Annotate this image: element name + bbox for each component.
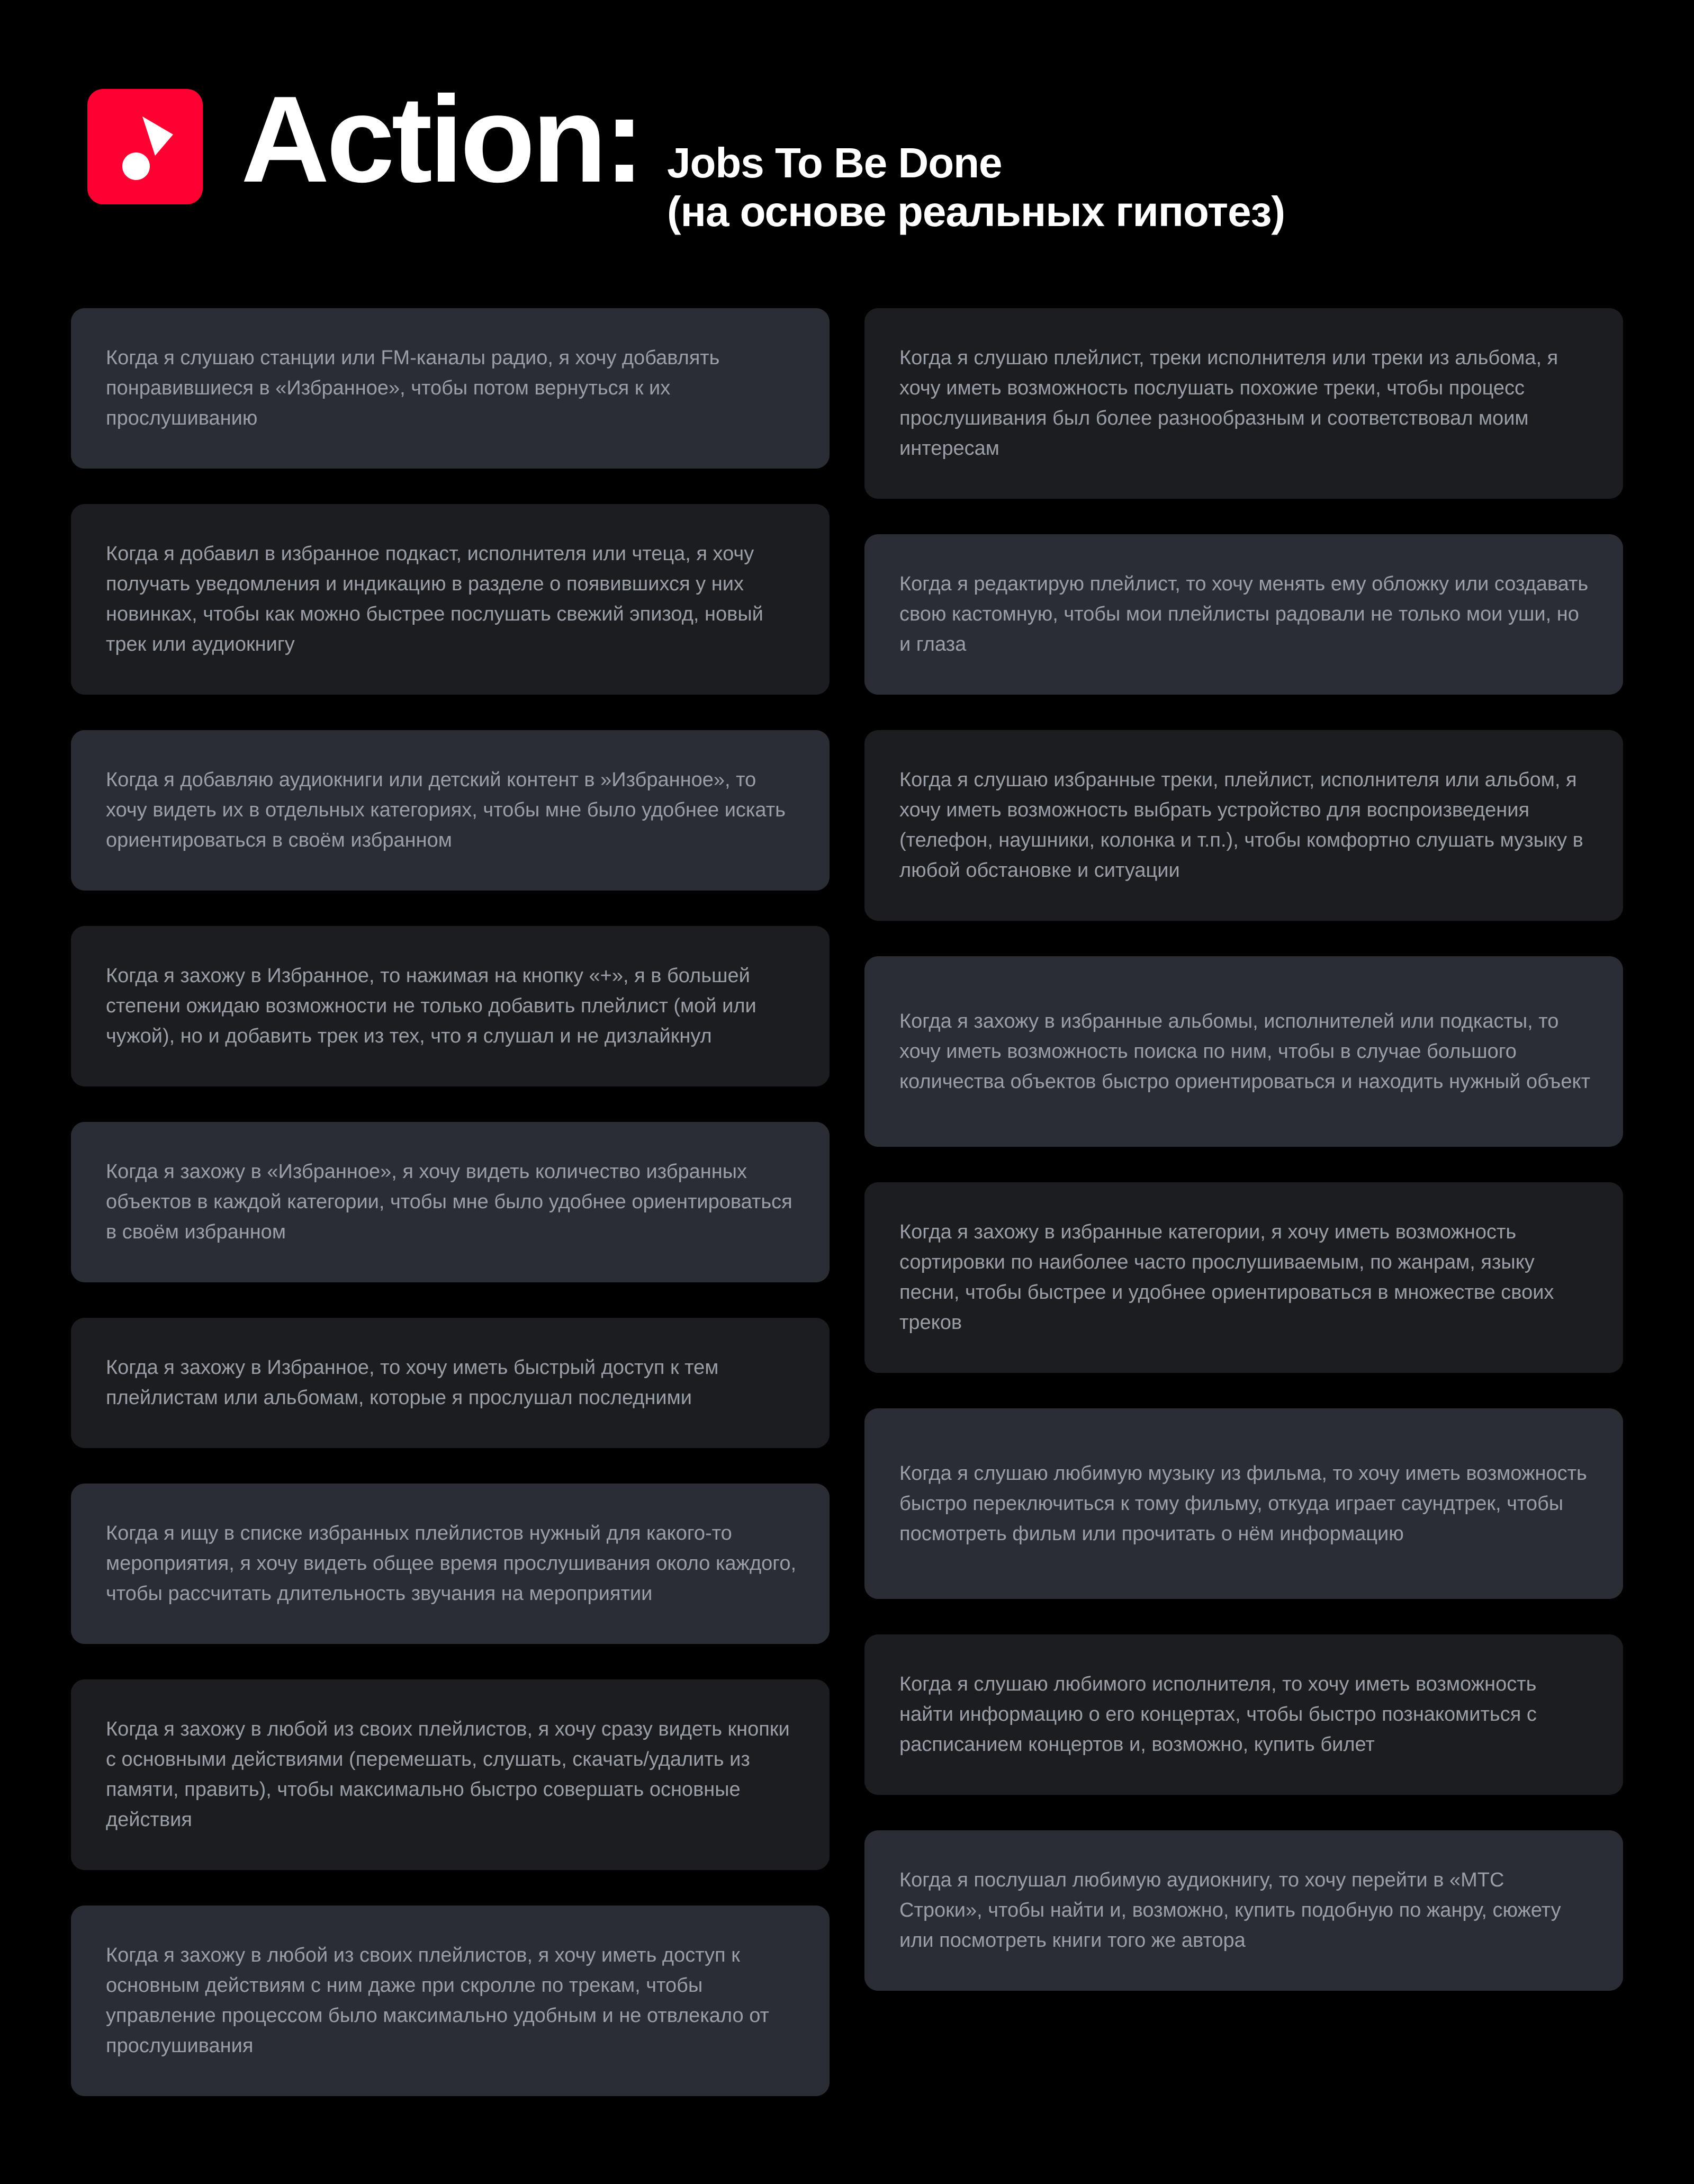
jtbd-card	[864, 1634, 1623, 1795]
jtbd-card-text: Когда я ищу в списке избранных плейлистов нужный для какого-то мероприятия, я хочу видеть общее время прослушивания около каждого, чтобы рассчитать длительность звучания на мероприятии	[106, 1522, 797, 1605]
jtbd-card-text: Когда я захожу в Избранное, то нажимая на кнопку «+», я в большей степени ожидаю возможности не только добавить плейлист (мой или чужой), но и добавить трек из тех, что я слушал и не дизлайкнул	[106, 965, 756, 1047]
jtbd-card-text: Когда я захожу в Избранное, то хочу иметь быстрый доступ к тем плейлистам или альбомам, которые я прослушал последними	[106, 1356, 719, 1409]
jtbd-card-text: Когда я слушаю плейлист, треки исполнителя или треки из альбома, я хочу иметь возможность послушать похожие треки, чтобы процесс прослушивания был более разнообразным и соответствовал моим интересам	[899, 347, 1558, 460]
jtbd-card	[864, 956, 1623, 1147]
app-logo	[87, 89, 203, 204]
jtbd-card	[864, 1830, 1623, 1991]
jtbd-card-text: Когда я редактирую плейлист, то хочу менять ему обложку или создавать свою кастомную, чтобы мои плейлисты радовали не только мои уши, но и глаза	[899, 573, 1589, 655]
music-note-logo-icon	[87, 89, 203, 204]
jtbd-card-text: Когда я слушаю избранные треки, плейлист, исполнителя или альбом, я хочу иметь возможность выбрать устройство для воспроизведения (телефон, наушники, колонка и т.п.), чтобы комфортно слушать музыку в любой обстановке и ситуации	[899, 769, 1583, 882]
jtbd-card-text: Когда я добавил в избранное подкаст, исполнителя или чтеца, я хочу получать уведомления и индикацию в разделе о появившихся у них новинках, чтобы как можно быстрее послушать свежий эпизод, новый трек или аудиокнигу	[106, 543, 763, 655]
jtbd-card-text: Когда я послушал любимую аудиокнигу, то хочу перейти в «МТС Строки», чтобы найти и, возможно, купить подобную по жанру, сюжету или посмотреть книги того же автора	[899, 1869, 1561, 1952]
jtbd-card	[864, 1182, 1623, 1373]
page-title: Action:	[241, 71, 642, 208]
subtitle-line-1: Jobs To Be Done	[667, 139, 1002, 186]
subtitle-line-2: (на основе реальных гипотез)	[667, 188, 1285, 235]
jtbd-card	[71, 1484, 830, 1644]
jtbd-card-text: Когда я захожу в любой из своих плейлистов, я хочу иметь доступ к основным действиям с ним даже при скролле по трекам, чтобы управление процессом было максимально удобным и не отвлекало от прослушивания	[106, 1944, 769, 2057]
jtbd-card-text: Когда я захожу в избранные категории, я хочу иметь возможность сортировки по наиболее часто прослушиваемым, по жанрам, языку песни, чтобы быстрее и удобнее ориентироваться в множестве своих треков	[899, 1221, 1554, 1334]
jtbd-card	[71, 1679, 830, 1870]
jtbd-card-text: Когда я захожу в «Избранное», я хочу видеть количество избранных объектов в каждой категории, чтобы мне было удобнее ориентироваться в своём избранном	[106, 1161, 792, 1243]
jtbd-card-text: Когда я захожу в избранные альбомы, исполнителей или подкасты, то хочу иметь возможность поиска по ним, чтобы в случае большого количества объектов быстро ориентироваться и находить нужный объект	[899, 1010, 1591, 1093]
jtbd-card	[71, 926, 830, 1086]
jtbd-card	[864, 1408, 1623, 1599]
jtbd-card-text: Когда я добавляю аудиокниги или детский контент в »Избранное», то хочу видеть их в отдельных категориях, чтобы мне было удобнее искать ориентироваться в своём избранном	[106, 769, 786, 851]
jtbd-card-text: Когда я слушаю любимую музыку из фильма, то хочу иметь возможность быстро переключиться к тому фильму, откуда играет саундтрек, чтобы посмотреть фильм или прочитать о нём информацию	[899, 1462, 1587, 1545]
jtbd-card	[71, 1122, 830, 1282]
page-subtitle	[667, 139, 1285, 236]
jtbd-card	[864, 308, 1623, 499]
jtbd-card	[71, 1906, 830, 2096]
jtbd-card-text: Когда я слушаю любимого исполнителя, то хочу иметь возможность найти информацию о его концертах, чтобы быстро познакомиться с расписанием концертов и, возможно, купить билет	[899, 1673, 1537, 1756]
jtbd-card	[71, 504, 830, 695]
jtbd-card	[71, 1318, 830, 1448]
jtbd-card-text: Когда я захожу в любой из своих плейлистов, я хочу сразу видеть кнопки с основными действиями (перемешать, слушать, скачать/удалить из памяти, править), чтобы максимально быстро совершать основные действия	[106, 1718, 790, 1831]
jtbd-card	[864, 730, 1623, 921]
jtbd-card	[71, 308, 830, 469]
jtbd-card	[864, 534, 1623, 695]
jtbd-card-text: Когда я слушаю станции или FM-каналы радио, я хочу добавлять понравившиеся в «Избранное», чтобы потом вернуться к их прослушиванию	[106, 347, 720, 429]
jtbd-card	[71, 730, 830, 891]
